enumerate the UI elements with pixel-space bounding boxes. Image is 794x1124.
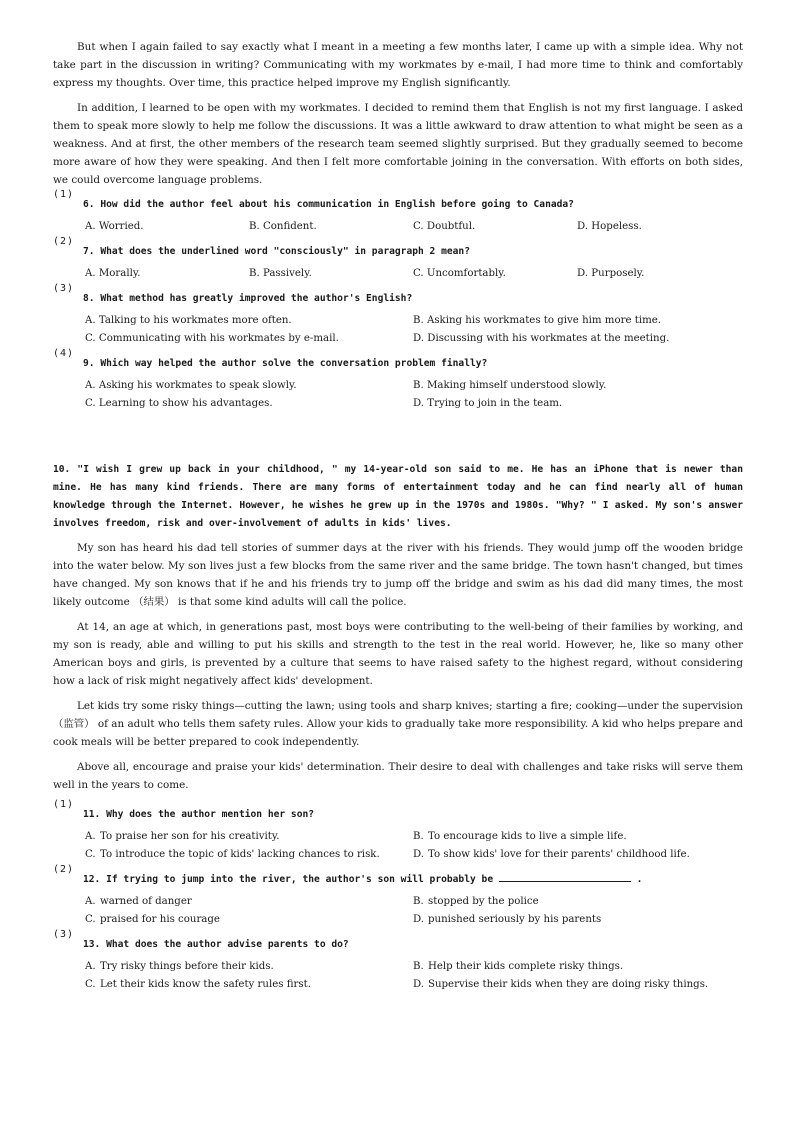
question-stem: 9. Which way helped the author solve the conversation problem finally? bbox=[83, 358, 488, 369]
option-c[interactable]: C. praised for his courage bbox=[85, 914, 220, 925]
passage1-paragraph: But when I again failed to say exactly what I meant in a meeting a few months later, I came up with a simple idea. Why not take part in the discussion in writing? Communicating with my workmates by e-mail, I had more time to think and comfortably express my thoughts. Over time, this practice helped improve my English significantly. bbox=[53, 41, 743, 89]
question-stem: 6. How did the author feel about his communication in English before going to Canada? bbox=[83, 199, 574, 210]
option-b[interactable]: B. Making himself understood slowly. bbox=[413, 380, 607, 391]
question-index: (3) bbox=[53, 929, 75, 940]
passage2-paragraph: At 14, an age at which, in generations past, most boys were contributing to the well-being of their families by working, and my son is ready, able and willing to put his skills and strength to the test in the real world. However, he, like so many other American boys and girls, is prevented by a culture that seems to have raised safety to the highest regard, without considering how a lack of risk might negatively affect kids' development. bbox=[53, 621, 743, 687]
question-stem: 11. Why does the author mention her son? bbox=[83, 809, 315, 820]
option-c[interactable]: C. Learning to show his advantages. bbox=[85, 398, 273, 409]
option-d[interactable]: D. Discussing with his workmates at the meeting. bbox=[413, 333, 670, 344]
option-b[interactable]: B. Asking his workmates to give him more time. bbox=[413, 315, 662, 326]
option-d[interactable]: D. To show kids' love for their parents' childhood life. bbox=[413, 849, 690, 860]
question-index: (1) bbox=[53, 799, 75, 810]
question-index: (2) bbox=[53, 864, 75, 875]
option-d[interactable]: D. Hopeless. bbox=[577, 221, 642, 232]
question-index: (3) bbox=[53, 283, 75, 294]
option-d[interactable]: D. Purposely. bbox=[577, 268, 645, 279]
option-a[interactable]: A. Worried. bbox=[85, 221, 144, 232]
question-9 bbox=[53, 348, 743, 413]
option-a[interactable]: A. Talking to his workmates more often. bbox=[85, 315, 292, 326]
options bbox=[85, 265, 743, 283]
passage1-paragraph: In addition, I learned to be open with my workmates. I decided to remind them that English is not my first language. I asked them to speak more slowly to help me follow the discussions. It was a little awkward to draw attention to what might be seen as a weakness. And at first, the other members of the research team seemed slightly surprised. But they gradually seemed to become more aware of how they were speaking. And then I felt more comfortable joining in the conversation. With efforts on both sides, we could overcome language problems. bbox=[53, 102, 743, 186]
question-index: (4) bbox=[53, 348, 75, 359]
option-c[interactable]: C. Uncomfortably. bbox=[413, 268, 506, 279]
option-d[interactable]: D. Supervise their kids when they are doing risky things. bbox=[413, 979, 709, 990]
option-a[interactable]: A. Asking his workmates to speak slowly. bbox=[85, 380, 297, 391]
passage2-paragraph: Let kids try some risky things—cutting the lawn; using tools and sharp knives; starting a fire; cooking—under the supervision （监管） of an adult who tells them safety rules. Allow your kids to gradually take more responsibility. A kid who helps prepare and cook meals will be better prepared to cook independently. bbox=[53, 700, 743, 748]
options bbox=[85, 312, 743, 348]
option-b[interactable]: B. To encourage kids to live a simple life. bbox=[413, 831, 627, 842]
option-c[interactable]: C. Communicating with his workmates by e-mail. bbox=[85, 333, 339, 344]
passage2-paragraph: Above all, encourage and praise your kids' determination. Their desire to deal with challenges and take risks will serve them well in the years to come. bbox=[53, 761, 743, 791]
passage2-intro: 10. "I wish I grew up back in your childhood, " my 14-year-old son said to me. He has an iPhone that is newer than mine. He has many kind friends. There are many forms of entertainment today and he can find nearly all of human knowledge through the Internet. However, he wishes he grew up in the 1970s and 1980s. "Why? " I asked. My son's answer involves freedom, risk and over-involvement of adults in kids' lives. bbox=[53, 464, 743, 529]
option-a[interactable]: A. To praise her son for his creativity. bbox=[85, 831, 280, 842]
question-8 bbox=[53, 283, 743, 348]
option-b[interactable]: B. Help their kids complete risky things. bbox=[413, 961, 624, 972]
question-13 bbox=[53, 929, 743, 994]
option-b[interactable]: B. Passively. bbox=[249, 268, 312, 279]
question-12 bbox=[53, 864, 743, 929]
option-a[interactable]: A. Morally. bbox=[85, 268, 141, 279]
question-index: (1) bbox=[53, 189, 75, 200]
options bbox=[85, 377, 743, 413]
option-a[interactable]: A. Try risky things before their kids. bbox=[85, 961, 274, 972]
option-d[interactable]: D. punished seriously by his parents bbox=[413, 914, 602, 925]
question-stem: 7. What does the underlined word "consciously" in paragraph 2 mean? bbox=[83, 246, 470, 257]
question-stem: 12. If trying to jump into the river, the author's son will probably be . bbox=[83, 871, 743, 889]
answer-blank[interactable] bbox=[499, 871, 631, 882]
option-c[interactable]: C. To introduce the topic of kids' lacking chances to risk. bbox=[85, 849, 380, 860]
option-d[interactable]: D. Trying to join in the team. bbox=[413, 398, 563, 409]
option-c[interactable]: C. Doubtful. bbox=[413, 221, 476, 232]
option-a[interactable]: A. warned of danger bbox=[85, 896, 192, 907]
options bbox=[85, 893, 743, 929]
question-stem: 13. What does the author advise parents to do? bbox=[83, 939, 349, 950]
question-6 bbox=[53, 189, 743, 236]
option-c[interactable]: C. Let their kids know the safety rules first. bbox=[85, 979, 311, 990]
passage2-paragraph: My son has heard his dad tell stories of summer days at the river with his friends. They would jump off the wooden bridge into the water below. My son lives just a few blocks from the same river and the same bridge. The town hasn't changed, but times have changed. My son knows that if he and his friends try to jump off the bridge and swim as his dad did many times, the most likely outcome （结果） is that some kind adults will call the police. bbox=[53, 542, 743, 608]
options bbox=[85, 958, 743, 994]
options bbox=[85, 828, 743, 864]
question-11 bbox=[53, 799, 743, 864]
exam-page bbox=[53, 38, 743, 994]
option-b[interactable]: B. stopped by the police bbox=[413, 896, 539, 907]
question-7 bbox=[53, 236, 743, 283]
question-stem: 8. What method has greatly improved the author's English? bbox=[83, 293, 413, 304]
option-b[interactable]: B. Confident. bbox=[249, 221, 317, 232]
options bbox=[85, 218, 743, 236]
question-index: (2) bbox=[53, 236, 75, 247]
